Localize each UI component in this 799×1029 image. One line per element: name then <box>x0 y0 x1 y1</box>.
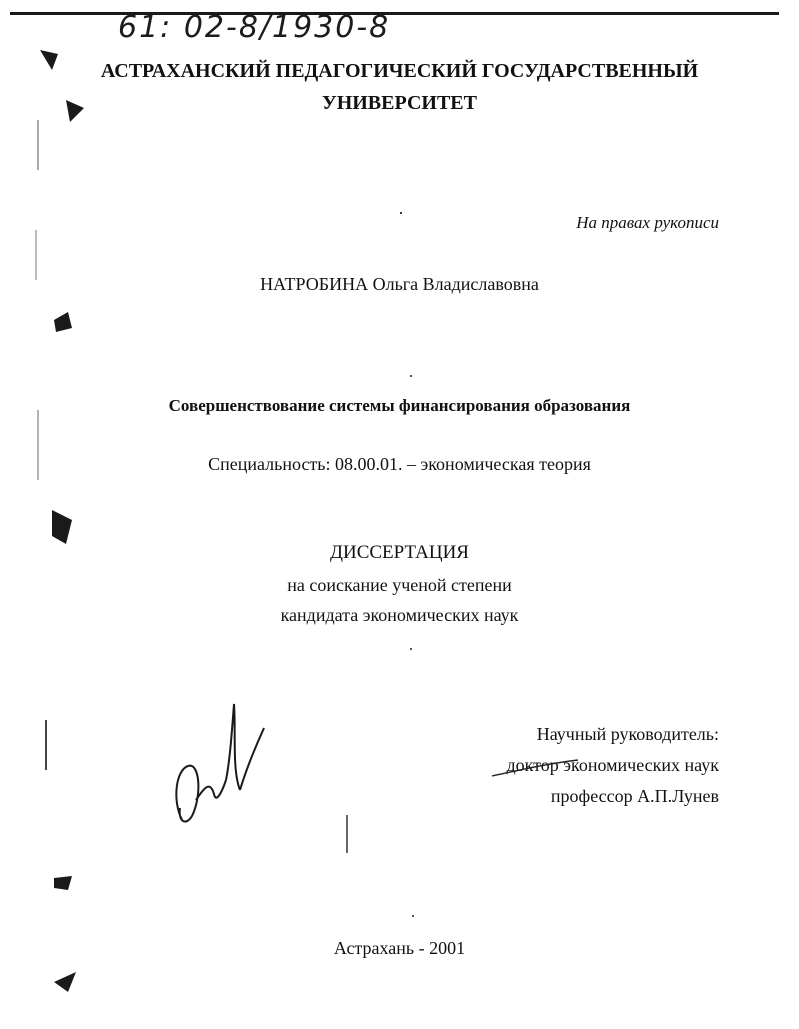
dissertation-heading: ДИССЕРТАЦИЯ <box>330 542 469 563</box>
scan-dot <box>410 648 412 650</box>
supervisor-name: профессор А.П.Лунев <box>550 786 719 806</box>
dissertation-degree-line-1: на соискание ученой степени <box>287 575 512 595</box>
author-name: НАТРОБИНА Ольга Владиславовна <box>260 274 539 294</box>
institution-line-2: УНИВЕРСИТЕТ <box>322 92 477 114</box>
city-year: Астрахань - 2001 <box>333 938 466 958</box>
supervisor-label: Научный руководитель: <box>536 724 719 744</box>
manuscript-note: На правах рукописи <box>576 213 719 232</box>
handwritten-signature-icon <box>170 700 270 830</box>
archive-code: 61: 02-8/1930-8 <box>118 10 391 45</box>
scan-dot <box>400 212 402 214</box>
thesis-title: Совершенствование системы финансирования образования <box>168 396 631 415</box>
binding-hole-marks <box>30 30 90 1020</box>
scan-line-mark <box>343 815 351 855</box>
supervisor-degree: доктор экономических наук <box>506 755 719 775</box>
scan-dot <box>412 915 414 917</box>
scan-dot <box>410 375 412 377</box>
dissertation-degree-line-2: кандидата экономических наук <box>280 605 519 625</box>
specialty: Специальность: 08.00.01. – экономическая теория <box>208 454 591 474</box>
pen-stroke-mark <box>490 758 580 780</box>
institution-line-1: АСТРАХАНСКИЙ ПЕДАГОГИЧЕСКИЙ ГОСУДАРСТВЕННЫЙ <box>100 60 699 82</box>
